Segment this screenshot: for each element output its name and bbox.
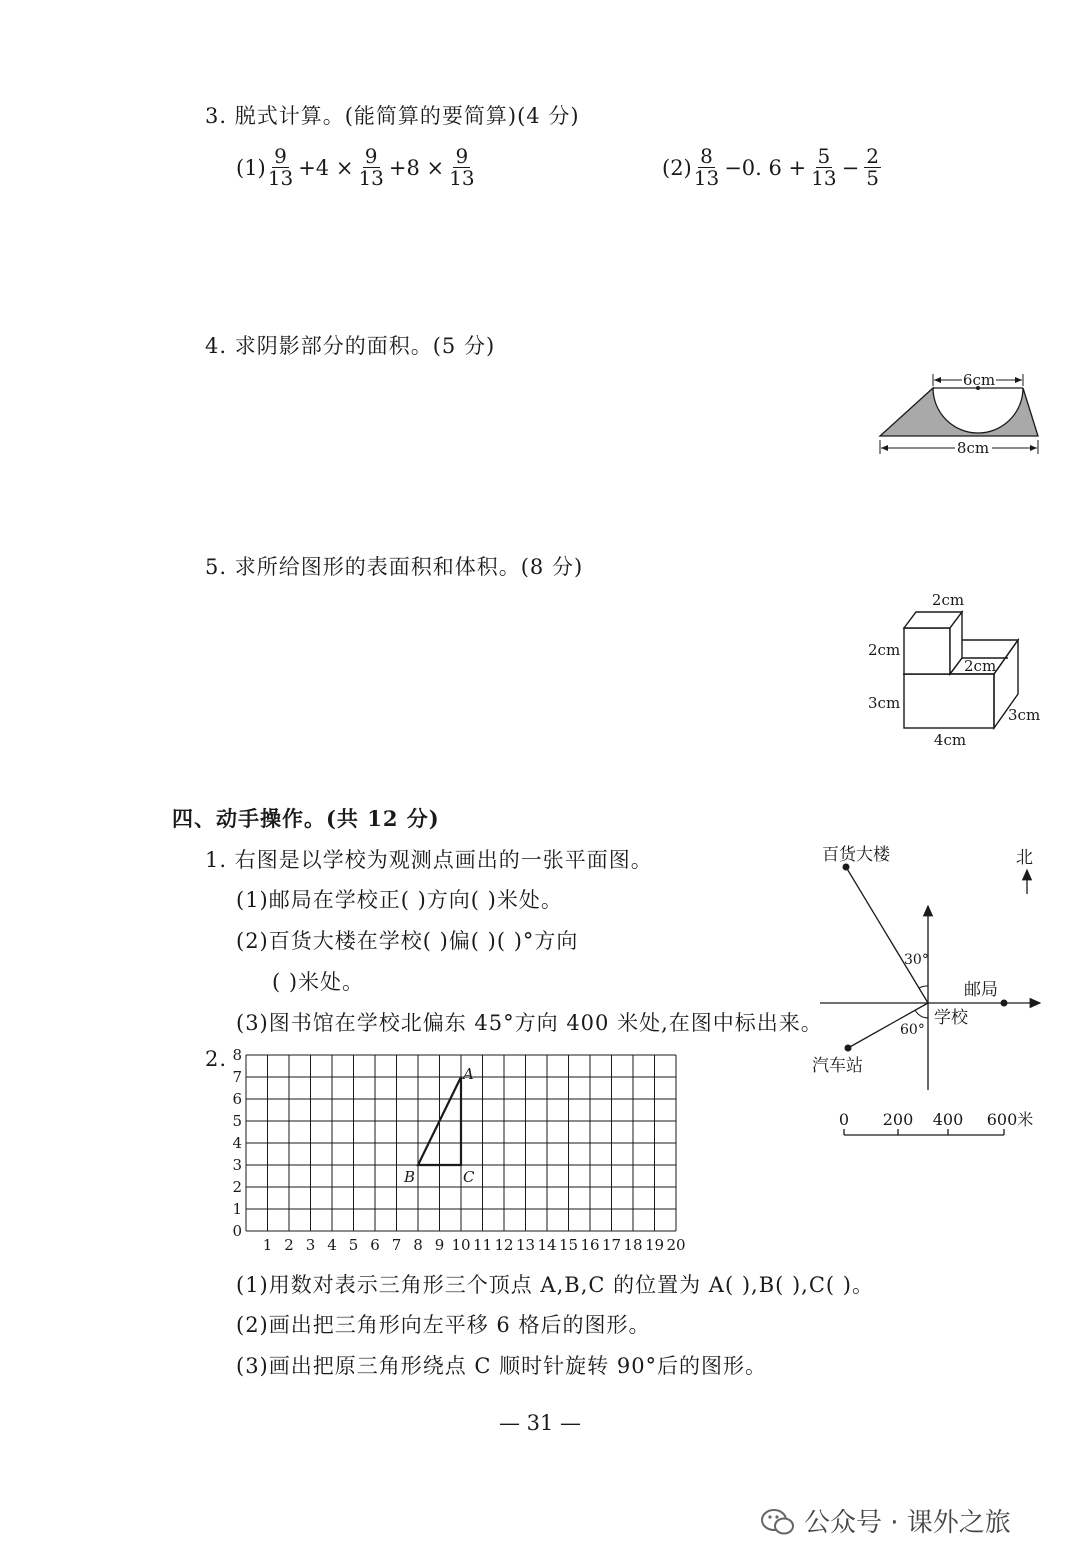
y-tick-label: 3 (232, 1156, 242, 1174)
stacked-cuboid-figure (862, 588, 1052, 754)
label-north: 北 (1016, 848, 1033, 868)
x-tick-label: 5 (348, 1236, 359, 1254)
wechat-icon (760, 1506, 796, 1536)
shaded-region (880, 388, 1038, 436)
q4-title: 4. 求阴影部分的面积。(5 分) (205, 334, 496, 358)
x-tick-label: 1 (262, 1236, 273, 1254)
label-dept-store: 百货大楼 (822, 845, 890, 865)
label-bus-station: 汽车站 (812, 1056, 863, 1076)
y-tick-label: 8 (232, 1046, 242, 1064)
x-tick-label: 9 (434, 1236, 445, 1254)
expr-label: (1) (236, 155, 266, 180)
s4-q2-sub1: (1)用数对表示三角形三个顶点 A,B,C 的位置为 A( ),B( ),C( )。 (236, 1273, 874, 1297)
dim-label-step-depth: 2cm (964, 657, 997, 675)
x-tick-label: 8 (413, 1236, 423, 1254)
s4-q2-label: 2. (205, 1047, 228, 1071)
x-tick-label: 3 (305, 1236, 316, 1254)
q3-expr-2 (662, 146, 883, 189)
label-post-office: 邮局 (964, 980, 998, 1000)
x-tick-label: 11 (472, 1236, 493, 1254)
x-tick-label: 14 (537, 1236, 557, 1254)
s4-q1-title: 1. 右图是以学校为观测点画出的一张平面图。 (205, 848, 653, 872)
expr-label: (2) (662, 155, 692, 180)
dim-label-top-width: 2cm (931, 591, 965, 609)
fraction: $\frac{5}{13}$ (811, 144, 837, 190)
x-tick-label: 7 (391, 1236, 402, 1254)
vertex-label-c: C (463, 1168, 475, 1186)
operator: − (841, 155, 860, 180)
operator: +8 × (388, 155, 445, 180)
operator: +4 × (298, 155, 354, 180)
y-tick-label: 1 (232, 1200, 242, 1218)
scale-label-400: 400 (932, 1110, 964, 1129)
dim-label-base-height: 3cm (868, 694, 901, 712)
y-tick-label: 2 (232, 1178, 242, 1196)
x-tick-label: 15 (558, 1236, 579, 1254)
angle-arc-30 (919, 986, 928, 988)
q5-title: 5. 求所给图形的表面积和体积。(8 分) (205, 555, 584, 579)
dim-label-top: 6cm (962, 371, 996, 389)
shaded-trapezoid-figure (870, 366, 1050, 460)
fraction: $\frac{9}{13}$ (358, 144, 384, 190)
x-tick-label: 6 (370, 1236, 380, 1254)
fraction: $\frac{8}{13}$ (693, 144, 720, 190)
x-tick-label: 4 (327, 1236, 337, 1254)
x-tick-label: 19 (644, 1236, 665, 1254)
angle-label-60: 60° (900, 1022, 925, 1038)
scale-label-600: 600米 (986, 1110, 1034, 1129)
angle-label-30: 30° (904, 952, 929, 968)
s4-q1-sub2: (2)百货大楼在学校( )偏( )( )°方向 (236, 929, 579, 953)
x-tick-label: 20 (666, 1236, 686, 1254)
x-tick-label: 16 (580, 1236, 600, 1254)
x-tick-label: 12 (494, 1236, 514, 1254)
operator: −0. 6 + (724, 155, 807, 180)
x-tick-label: 2 (284, 1236, 294, 1254)
bus-station-point (845, 1045, 852, 1052)
angle-arc-60 (915, 1010, 928, 1018)
s4-q1-sub1: (1)邮局在学校正( )方向( )米处。 (236, 888, 563, 912)
scale-label-0: 0 (838, 1110, 850, 1129)
post-office-point (1001, 1000, 1008, 1007)
y-tick-label: 0 (232, 1222, 242, 1240)
scale-label-200: 200 (882, 1110, 914, 1129)
solid-outline (904, 612, 1018, 728)
q3-expr-1 (236, 146, 477, 189)
dept-store-ray (846, 867, 928, 1003)
section-4-title: 四、动手操作。(共 12 分) (172, 806, 440, 831)
s4-q1-sub3: (3)图书馆在学校北偏东 45°方向 400 米处,在图中标出来。 (236, 1011, 823, 1035)
y-tick-label: 5 (232, 1112, 242, 1130)
dim-label-top-height: 2cm (868, 641, 901, 659)
dim-label-base-width: 4cm (933, 731, 967, 749)
fraction: $\frac{2}{5}$ (866, 144, 879, 190)
watermark (760, 1502, 1011, 1539)
watermark-text: 公众号 · 课外之旅 (804, 1508, 1011, 1538)
x-tick-label: 17 (601, 1236, 622, 1254)
y-tick-label: 4 (232, 1134, 242, 1152)
x-tick-label: 18 (623, 1236, 643, 1254)
s4-q1-sub2-cont: ( )米处。 (272, 970, 365, 994)
x-tick-label: 10 (451, 1236, 471, 1254)
coordinate-grid (228, 1042, 708, 1258)
fraction: $\frac{9}{13}$ (449, 144, 475, 190)
s4-q2-sub2: (2)画出把三角形向左平移 6 格后的图形。 (236, 1313, 651, 1337)
s4-q2-sub3: (3)画出把原三角形绕点 C 顺时针旋转 90°后的图形。 (236, 1354, 768, 1378)
vertex-label-b: B (404, 1168, 416, 1186)
page-number: — 31 — (498, 1411, 582, 1435)
x-tick-label: 13 (515, 1236, 536, 1254)
y-tick-label: 7 (232, 1068, 242, 1086)
dim-label-bottom: 8cm (956, 439, 990, 457)
fraction: $\frac{9}{13}$ (267, 144, 294, 190)
location-map (808, 838, 1048, 1138)
vertex-label-a: A (463, 1065, 474, 1083)
y-tick-label: 6 (232, 1090, 242, 1108)
dim-label-base-depth: 3cm (1008, 706, 1041, 724)
q3-title: 3. 脱式计算。(能简算的要简算)(4 分) (205, 104, 580, 128)
label-school: 学校 (934, 1008, 968, 1028)
